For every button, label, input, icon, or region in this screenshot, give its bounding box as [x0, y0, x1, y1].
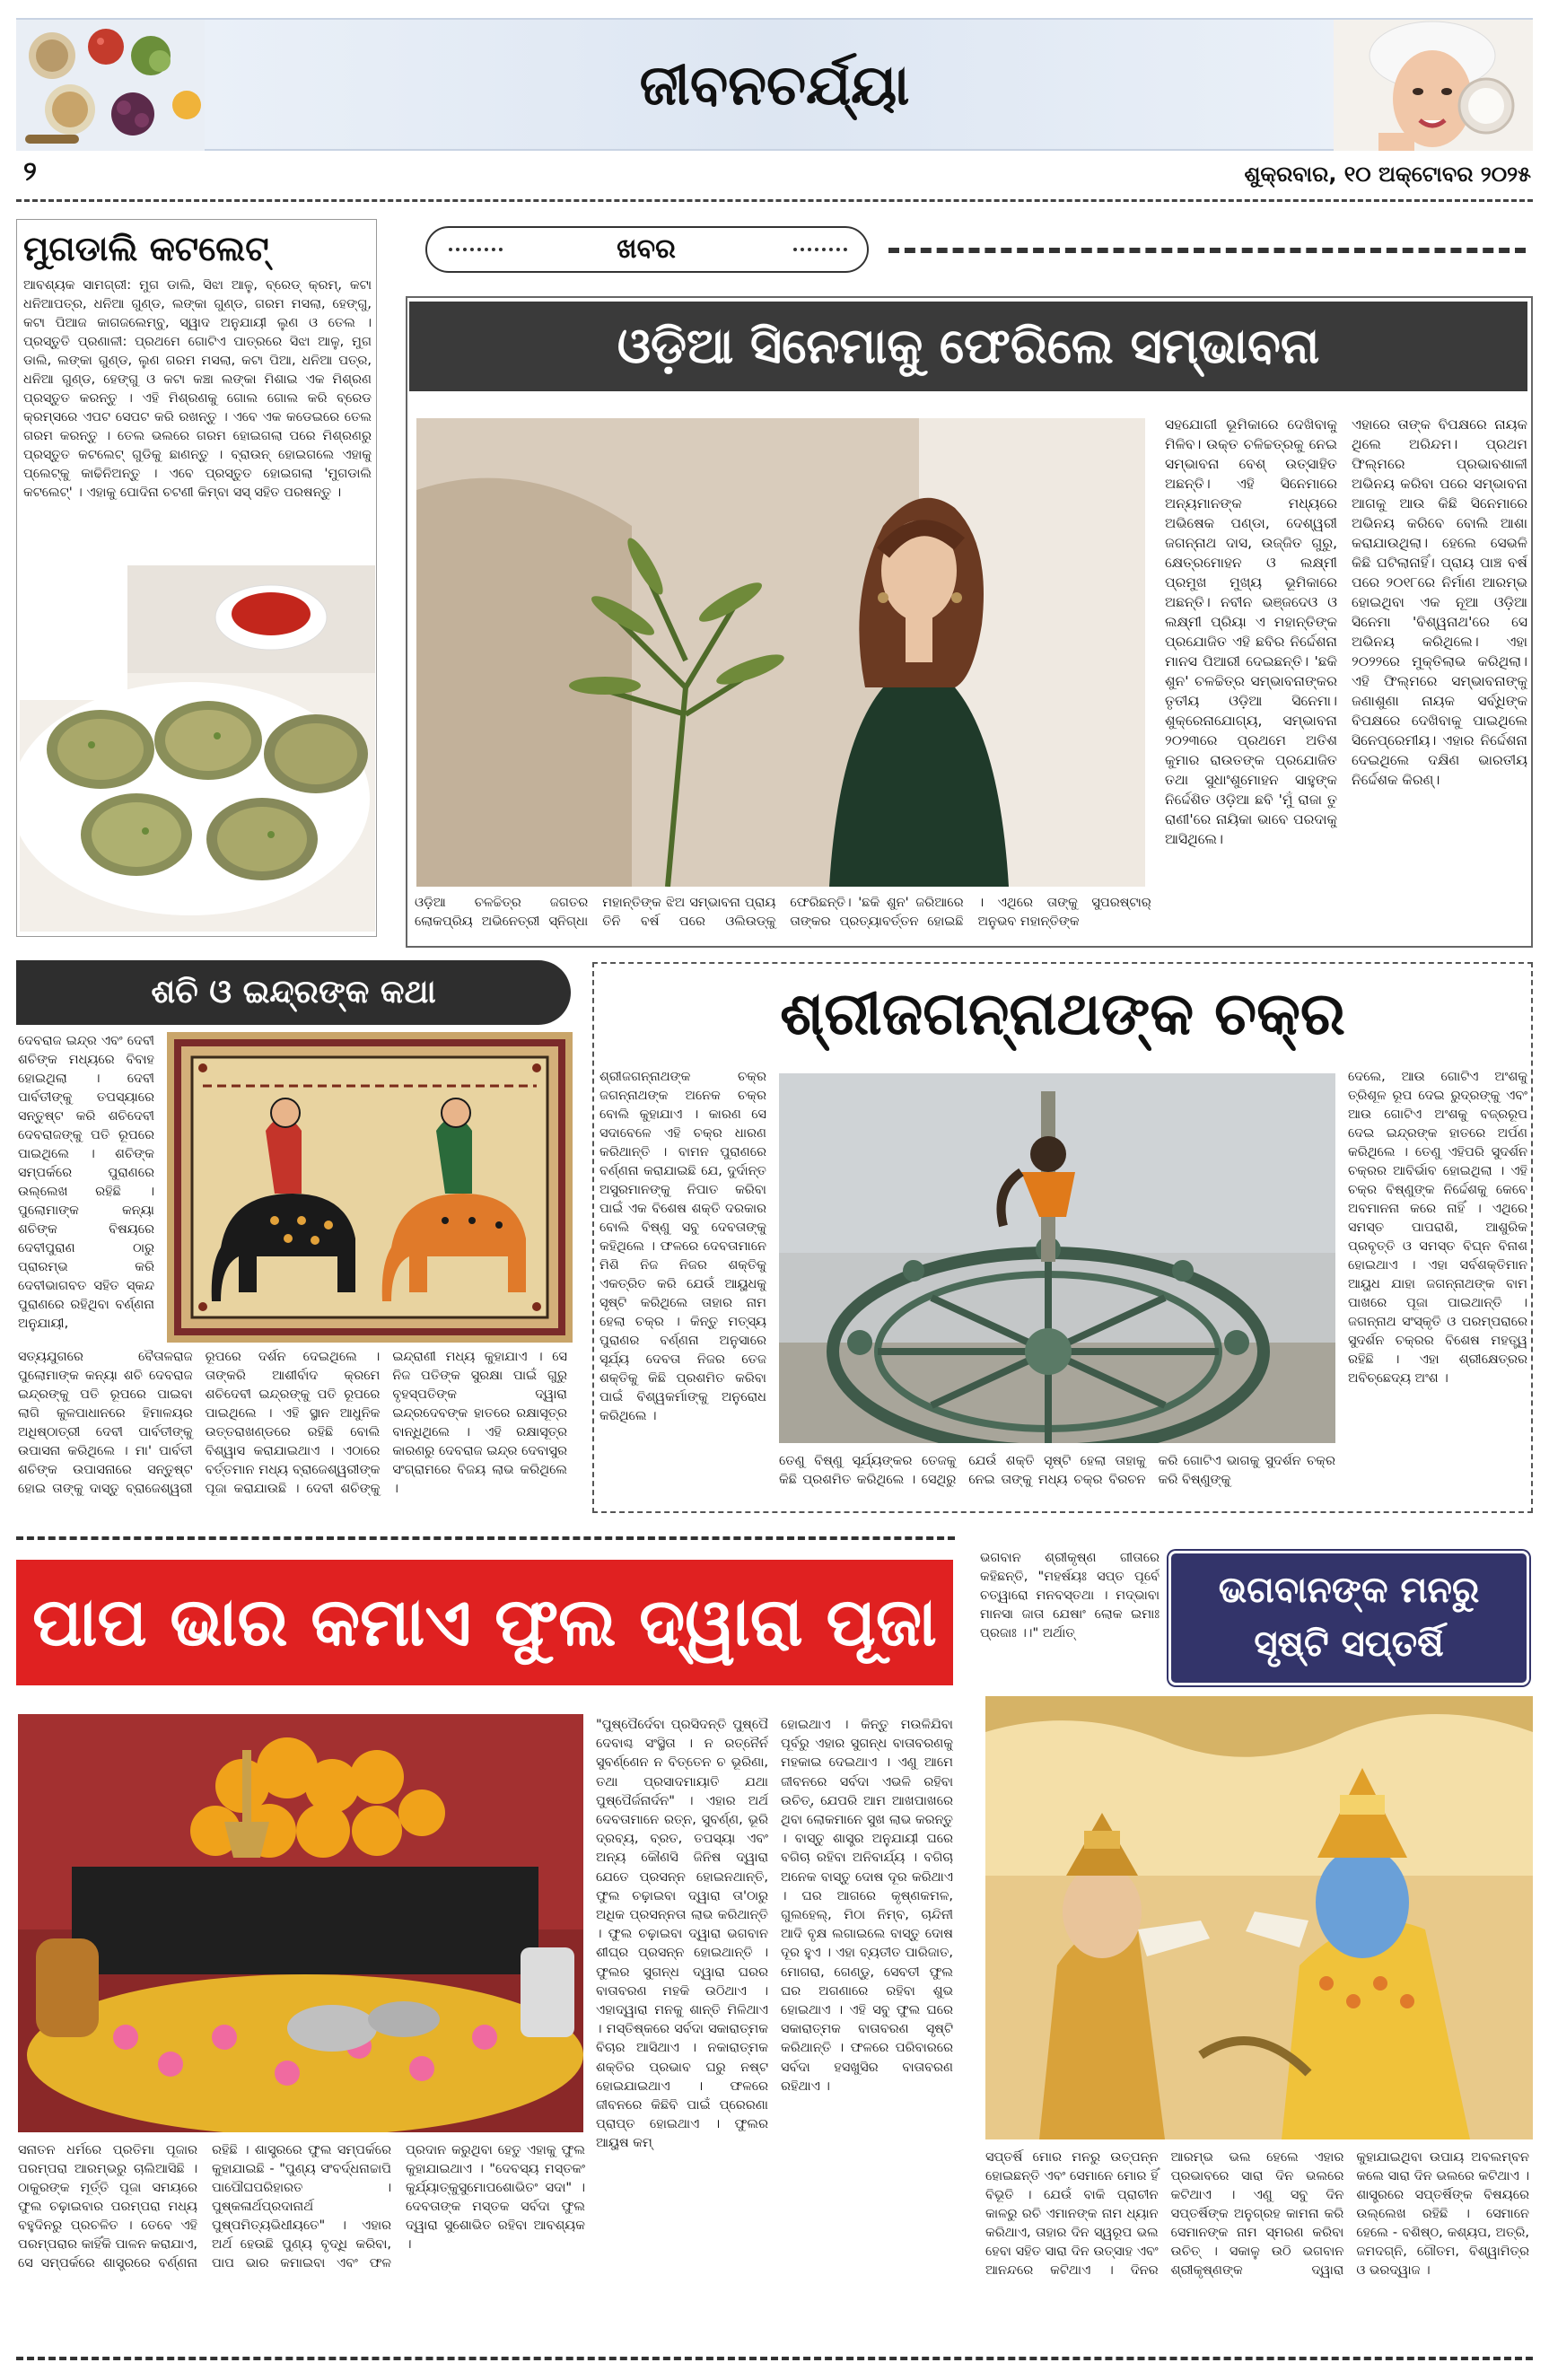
shachi-title: ଶଚି ଓ ଇନ୍ଦ୍ରଙ୍କ କଥା: [151, 974, 436, 1011]
cinema-headline: ଓଡ଼ିଆ ସିନେମାକୁ ଫେରିଲେ ସମ୍ଭାବନା: [617, 318, 1320, 374]
news-label: ଖବର: [617, 233, 676, 265]
cutlet-photo: [20, 565, 375, 932]
news-label-dots-right: [793, 248, 847, 251]
issue-date: ଶୁକ୍ରବାର, ୧୦ ଅକ୍ଟୋବର ୨୦୨୫: [1244, 162, 1531, 187]
actress-photo: [416, 418, 1145, 887]
chakra-left-text: ଶ୍ରୀଜଗନ୍ନାଥଙ୍କ ଚକ୍ର ଜଗନ୍ନାଥଙ୍କ ଅନେକ ଚକ୍ର ବୋଲି କୁହାଯାଏ । କାରଣ ସେ ସଦାବେଳେ ଏହି ଚକ୍ର ଧାରଣ କରିଥାନ୍ତି । ବାମନ ପୁରାଣରେ ବର୍ଣ୍ଣନା କରାଯାଇଛି ଯେ, ଦୁର୍ଦାନ୍ତ ଅସୁରମାନଙ୍କୁ ନିପାତ କରିବା ପାଇଁ ଏକ ବିଶେଷ ଶକ୍ତି ଦରକାର ବୋଲି ବିଷ୍ଣୁ ସବୁ ଦେବତାଙ୍କୁ କହିଥିଲେ । ଫଳରେ ଦେବତାମାନେ ମିଶି ନିଜ ନିଜର ଶକ୍ତିକୁ ଏକତ୍ରିତ କରି ଯେଉଁ ଆୟୁଧକୁ ସୃଷ୍ଟି କରିଥିଲେ ତାହାର ନାମ ହେଲା ଚକ୍ର । କିନ୍ତୁ ମତ୍ସ୍ୟ ପୁରାଣର ବର୍ଣ୍ଣନା ଅନୁସାରେ ସୂର୍ଯ୍ୟ ଦେବତା ନିଜର ତେଜ ଶକ୍ତିକୁ କିଛି ପ୍ରଶମିତ କରିବା ପାଇଁ ବିଶ୍ୱକର୍ମାଙ୍କୁ ଅନୁରୋଧ କରିଥିଲେ ।: [599, 1070, 766, 1423]
news-label-rule: [888, 248, 1526, 253]
news-label-dots-left: [449, 248, 503, 251]
cinema-col-1: ସହଯୋଗୀ ଭୂମିକାରେ ଦେଖିବାକୁ ମିଳିବ। ଉକ୍ତ ଚଳିଚ୍ଚତ୍ରକୁ ନେଇ ସମ୍ଭାବନା ବେଶ୍ ଉତ୍ସାହିତ ଅଛନ୍ତି। ଏହି ସିନେମାରେ ଅନ୍ୟମାନଙ୍କ ମଧ୍ୟରେ ଅଭିଷେକ ପଣ୍ଡା, ଦେଶ୍ୱରୀ ଜଗନ୍ନାଥ ଦାସ, ଉଜ୍ଜିତ ଗୁରୁ, କ୍ଷେତ୍ରମୋହନ ଓ ଲକ୍ଷ୍ମୀ ପ୍ରମୁଖ ମୁଖ୍ୟ ଭୂମିକାରେ ଅଛନ୍ତି। ନବୀନ ଭଞ୍ଜଦେଓ ଓ ଲକ୍ଷ୍ମୀ ପ୍ରିୟା ଏ ମହାନ୍ତିଙ୍କ ପ୍ରଯୋଜିତ ଏହି ଛବିର ନିର୍ଦ୍ଦେଶନା ମାନସ ପିଆରୀ ଦେଇଛନ୍ତି। 'ଛକି ଶୁନ' ଚଳଚ୍ଚିତ୍ର ସମ୍ଭାବନାଙ୍କର ତୃତୀୟ ଓଡ଼ିଆ ସିନେମା। ଶୁକ୍ରେନାଯୋଗ୍ୟ, ସମ୍ଭାବନା ୨୦୨୩ରେ ପ୍ରଥମେ ଅତିଶ କୁମାର ରାଉତଙ୍କ ପ୍ରଯୋଜିତ ତଥା ସୁଧାଂଶୁମୋହନ ସାହୁଙ୍କ ନିର୍ଦ୍ଦେଶିତ ଓଡ଼ିଆ ଛବି 'ମୁଁ ରାଜା ତୁ ରାଣୀ'ରେ ନାୟିକା ଭାବେ ପରଦାକୁ ଆସିଥିଲେ।: [1165, 416, 1337, 847]
shachi-painting: [167, 1032, 573, 1343]
gita-top-text: ଭଗବାନ ଶ୍ରୀକୃଷ୍ଣ ଗୀତାରେ କହିଛନ୍ତି, "ମହର୍ଷୟଃ ସପ୍ତ ପୂର୍ବେ ଚତ୍ୱାରୋ ମନବସ୍ତଥା । ମଦ୍‌ଭାବା ମାନସା ଜାତା ଯେଷାଂ ଲୋକ ଇମାଃ ପ୍ରଜାଃ ।।" ଅର୍ଥାତ୍: [980, 1551, 1160, 1641]
chakra-photo: [779, 1073, 1335, 1443]
cinema-col-2: ଏହାରେ ତାଙ୍କ ବିପକ୍ଷରେ ନାୟକ ଥିଲେ ଅରିନ୍ଦମ। ପ୍ରଥମ ଫିଲ୍ମରେ ପ୍ରଭାବଶାଳୀ ଅଭିନୟ କରିବା ପରେ ସମ୍ଭାବନା ଆଗକୁ ଆଉ କିଛି ସିନେମାରେ ଅଭିନୟ କରିବେ ବୋଲି ଆଶା କରାଯାଉଥିଲା। ହେଲେ ସେଭଳି କିଛି ଘଟିଲାନାହିଁ। ପ୍ରାୟ ପାଞ୍ଚ ବର୍ଷ ପରେ ୨୦୧୮ରେ ନିର୍ମାଣ ଆରମ୍ଭ ହୋଇଥିବା ଏକ ନୂଆ ଓଡ଼ିଆ ସିନେମା 'ବିଶ୍ୱନାଥ'ରେ ସେ ଅଭିନୟ କରିଥିଲେ। ଏହା ୨୦୨୨ରେ ମୁକ୍ତିଲାଭ କରିଥିଲା। ଏହି ଫିଲ୍ମରେ ସମ୍ଭାବନାଙ୍କୁ ଜଣାଶୁଣା ନାୟକ ସର୍ବ୍ଧିଙ୍କ ବିପକ୍ଷରେ ଦେଖିବାକୁ ପାଇଥିଲେ ସିନେପ୍ରେମୀୟ। ଏହାର ନିର୍ଦ୍ଦେଶନା ଦେଇଥିଲେ ଦକ୍ଷିଣ ଭାରତୀୟ ନିର୍ଦ୍ଦେଶକ କିରଣ୍।: [1352, 416, 1527, 788]
flower-rule: [16, 1536, 955, 1540]
skincare-illustration: [1334, 20, 1533, 151]
footer-rule: [16, 2357, 1533, 2360]
page-number: ୨: [23, 156, 37, 188]
flower-col-right-2: ହୋଇଥାଏ । କିନ୍ତୁ ମଉଳିଯିବା ପୂର୍ବରୁ ଏହାର ସୁଗନ୍ଧ ବାତାବରଣକୁ ମହକାଇ ଦେଇଥାଏ । ଏଣୁ ଆମେ ଜୀବନରେ ସର୍ବଦା ଏଭଳି ରହିବା ଉଚିତ୍, ଯେପରି ଆମ ଆଖପାଖରେ ଥିବା ଲୋକମାନେ ସୁଖ ଲାଭ କରନ୍ତୁ । ବାସ୍ତୁ ଶାସ୍ତ୍ର ଅନୁଯାୟୀ ଘରେ ବଗିଚା ରହିବା ଅନିବାର୍ଯ୍ୟ । ବଗିଚା ଅନେକ ବାସ୍ତୁ ଦୋଷ ଦୂର କରିଥାଏ । ଘର ଆଗରେ କୃଷ୍ଣକମଳ, ଗୁଲହେଲ୍, ମିଠା ନିମ୍ବ, ଚାନ୍ଦିନୀ ଆଦି ବୃକ୍ଷ ଲଗାଇଲେ ବାସ୍ତୁ ଦୋଷ ଦୂର ହୁଏ । ଏହା ବ୍ୟତୀତ ପାରିଜାତ, ମୋଗରା, ଗେଣ୍ଡୁ, ସେବତୀ ଫୁଲ ଘର ଅଗଣାରେ ରହିବା ଶୁଭ ହୋଇଥାଏ । ଏହି ସବୁ ଫୁଲ ଘରେ ସକାରାତ୍ମକ ବାତାବରଣ ସୃଷ୍ଟି କରିଥାନ୍ତି । ଫଳରେ ପରିବାରରେ ସର୍ବଦା ହସଖୁସିର ବାତାବରଣ ରହିଥାଏ ।: [781, 1718, 953, 2094]
flower-photo: [18, 1714, 583, 2132]
recipe-body: ଆବଶ୍ୟକ ସାମଗ୍ରୀ: ମୁଗ ଡାଲି, ସିଝା ଆଳୁ, ବ୍ରେଡ୍ କ୍ରମ୍, କଟା ଧନିଆପତ୍ର, ଧନିଆ ଗୁଣ୍ଡ, ଲଙ୍କା ଗୁଣ୍ଡ, ଗରମ ମସଲା, ହେଙ୍ଗୁ, କଟା ପିଆଜ କାଗଜଲେମ୍ବୁ, ସ୍ୱାଦ ଅନୁଯାୟୀ ଲୁଣ ଓ ତେଲ । ପ୍ରସ୍ତୁତି ପ୍ରଣାଳୀ: ପ୍ରଥମେ ଗୋଟିଏ ପାତ୍ରରେ ସିଝା ଆଳୁ, ମୁଗ ଡାଲି, ଲଙ୍କା ଗୁଣ୍ଡ, ଲୁଣ ଗରମ ମସଲା, କଟା ପିଆ, ଧନିଆ ପତ୍ର, ଧନିଆ ଗୁଣ୍ଡ, ହେଙ୍ଗୁ ଓ କଟା କଞ୍ଚା ଲଙ୍କା ମିଶାଇ ଏକ ମିଶ୍ରଣ ପ୍ରସ୍ତୁତ କରନ୍ତୁ । ଏହି ମିଶ୍ରଣକୁ ଗୋଲ ଗୋଲ କରି ବ୍ରେଡ କ୍ରମ୍ସରେ ଏପଟ ସେପଟ କରି ରଖନ୍ତୁ । ଏବେ ଏକ କଡେଇରେ ତେଲ ଗରମ କରନ୍ତୁ । ତେଲ ଭଲରେ ଗରମ ହୋଇଗଲା ପରେ ମିଶ୍ରଣରୁ ପ୍ରସ୍ତୁତ କଟଲେଟ୍ ଗୁଡିକୁ ଛାଣନ୍ତୁ । ବ୍ରାଉନ୍ ହୋଇଗଲେ ଏହାକୁ ପ୍ଲେଟ୍‌କୁ କାଢିନିଅନ୍ତୁ । ଏବେ ପ୍ରସ୍ତୁତ ହୋଇଗଲା 'ମୁଗଡାଲି କଟଲେଟ୍' । ଏହାକୁ ପୋଦିନା ଚଟଣୀ କିମ୍ବା ସସ୍ ସହିତ ପରଷନ୍ତୁ ।: [23, 278, 372, 500]
masthead-rule: [16, 199, 1533, 202]
flower-headline: ପାପ ଭାର କମାଏ ଫୁଲ ଦ୍ୱାରା ପୂଜା: [32, 1584, 937, 1661]
recipe-title: ମୁଗଡାଲି କଟଲେଟ୍: [23, 223, 373, 275]
chakra-title: ଶ୍ରୀଜଗନ୍ନାଥଙ୍କ ଚକ୍ର: [780, 979, 1345, 1048]
gita-bottom-text: ସପ୍ତର୍ଷି ମୋର ମନରୁ ଉତ୍ପନ୍ନ ହୋଇଛନ୍ତି ଏବଂ ସେମାନେ ମୋର ହିଁ ବିଭୂତି । ଯେଉଁ ବାକି ପ୍ରାଚୀନ କାଳରୁ ରଚି ଏମାନଙ୍କ ନାମ ଧ୍ୟାନ କରିଥାଏ, ତାହାର ଦିନ ସ୍ୱରୂପ ଭଲ ହେବା ସହିତ ସାରା ଦିନ ଉତ୍ସାହ ଏବଂ ଆନନ୍ଦରେ କଟିଥାଏ । ଦିନର ଆରମ୍ଭ ଭଲ ହେଲେ ଏହାର ପ୍ରଭାବରେ ସାରା ଦିନ ଭଲରେ କଟିଥାଏ । ଏଣୁ ସବୁ ଦିନ ସପ୍ତର୍ଷିଙ୍କ ଅନୁଗ୍ରହ କାମନା କରି ସେମାନଙ୍କ ନାମ ସ୍ମରଣ କରିବା ଉଚିତ୍ । ସକାଳୁ ଉଠି ଭଗବାନ ଶ୍ରୀକୃଷ୍ଣଙ୍କ ଦ୍ୱାରା କୁହାଯାଇଥିବା ଉପାୟ ଅବଲମ୍ବନ କଲେ ସାରା ଦିନ ଭଲରେ କଟିଥାଏ । ଶାସ୍ତ୍ରରେ ସପ୍ତର୍ଷିଙ୍କ ବିଷୟରେ ଉଲ୍ଲେଖ ରହିଛି । ସେମାନେ ହେଲେ - ବଶିଷ୍ଠ, କଶ୍ୟପ, ଅତ୍ରି, ଜମଦଗ୍ନି, ଗୌତମ, ବିଶ୍ୱାମିତ୍ର ଓ ଭରଦ୍ୱାଜ ।: [985, 2150, 1529, 2278]
gita-painting: [985, 1696, 1533, 2139]
food-illustration: [16, 20, 205, 151]
cinema-caption: ଓଡ଼ିଆ ଚଳଚ୍ଚିତ୍ର ଜଗତର ଲୋକପ୍ରିୟ ଅଭିନେତ୍ରୀ ସ୍ନିଗ୍ଧା ମହାନ୍ତିଙ୍କ ଝିଅ ସମ୍ଭାବନା ପ୍ରାୟ ତିନି ବର୍ଷ ପରେ ଓଲିଉଡ୍‌କୁ ଫେରିଛନ୍ତି। 'ଛକି ଶୁନ' ଜରିଆରେ ତାଙ୍କର ପ୍ରତ୍ୟାବର୍ତ୍ତନ ହୋଇଛି । ଏଥିରେ ତାଙ୍କୁ ସୁପରଷ୍ଟାର୍ ଅନୁଭବ ମହାନ୍ତିଙ୍କ: [415, 896, 1151, 929]
flower-col-right-1: "ପୁଷ୍ପୈର୍ଦେବା ପ୍ରସିଦନ୍ତି ପୁଷ୍ପୈ ଦେବାଶ୍ଚ ସଂସ୍ଥିତା । ନ ରତ୍ନୈର୍ନ ସୁବର୍ଣ୍ଣେନ ନ ବିତ୍ତେନ ଚ ଭୂରିଣା, ତଥା ପ୍ରସାଦମାୟାତି ଯଥା ପୁଷ୍ପୈର୍ଜନାର୍ଦନ" । ଏହାର ଅର୍ଥ ଦେବତାମାନେ ରତ୍ନ, ସୁବର୍ଣ୍ଣ, ଭୂରି ଦ୍ରବ୍ୟ, ବ୍ରତ, ତପସ୍ୟା ଏବଂ ଅନ୍ୟ କୌଣସି ଜିନିଷ ଦ୍ୱାରା ଯେତେ ପ୍ରସନ୍ନ ହୋଇନଥାନ୍ତି, ଫୁଲ ଚଢ଼ାଇବା ଦ୍ୱାରା ତା'ଠାରୁ ଅଧିକ ପ୍ରସନ୍ନତା ଲାଭ କରିଥାନ୍ତି । ଫୁଲ ଚଢ଼ାଇବା ଦ୍ୱାରା ଭଗବାନ ଶୀଘ୍ର ପ୍ରସନ୍ନ ହୋଇଥାନ୍ତି । ଫୁଲର ସୁଗନ୍ଧ ଦ୍ୱାରା ଘରର ବାତାବରଣ ମହକି ଉଠିଥାଏ । ଏହାଦ୍ୱାରା ମନକୁ ଶାନ୍ତି ମିଳିଥାଏ । ମସ୍ତିଷ୍କରେ ସର୍ବଦା ସକାରାତ୍ମକ ବିଚାର ଆସିଥାଏ । ନକାରାତ୍ମକ ଶକ୍ତିର ପ୍ରଭାବ ଘରୁ ନଷ୍ଟ ହୋଇଯାଇଥାଏ । ଫଳରେ ଜୀବନରେ କିଛିବି ପାଇଁ ପ୍ରେରଣା ପ୍ରାପ୍ତ ହୋଇଥାଏ । ଫୁଲର ଆୟୁଷ କମ୍: [596, 1718, 768, 2151]
flower-bottom-text: ସନାତନ ଧର୍ମରେ ପ୍ରତିମା ପୂଜାର ପରମ୍ପରା ଆରମ୍ଭରୁ ଚାଲିଆସିଛି । ଠାକୁରଙ୍କ ମୂର୍ତ୍ତି ପୂଜା ସମୟରେ ଫୁଲ ଚଢ଼ାଇବାର ପରମ୍ପରା ମଧ୍ୟ ବହୁଦିନରୁ ପ୍ରଚଳିତ । ତେବେ ଏହି ପରମ୍ପରାର କାହିଁକି ପାଳନ କରାଯାଏ, ସେ ସମ୍ପର୍କରେ ଶାସ୍ତ୍ରରେ ବର୍ଣ୍ଣନା ରହିଛି । ଶାସ୍ତ୍ରରେ ଫୁଲ ସମ୍ପର୍କରେ କୁହାଯାଇଛି - "ପୁଣ୍ୟ ସଂବର୍ଦ୍ଧନାଚ୍ଚାପି ପାପୌଘପରିହାରତ । ପୁଷ୍କଳାର୍ଥପ୍ରଦାନାର୍ଥ ପୁଷ୍ପମିତ୍ୟଭିଧୀୟତେ" । ଏହାର ଅର୍ଥ ହେଉଛି ପୁଣ୍ୟ ବୃଦ୍ଧି କରିବା, ପାପ ଭାର କମାଇବା ଏବଂ ଫଳ ପ୍ରଦାନ କରୁଥିବା ହେତୁ ଏହାକୁ ଫୁଲ କୁହାଯାଇଥାଏ । "ଦେବସ୍ୟ ମସ୍ତକଂ କୁର୍ଯ୍ୟାତ୍‌କୁସୁମୋପଶୋଭିତଂ ସଦା" । ଦେବତାଙ୍କ ମସ୍ତକ ସର୍ବଦା ଫୁଲ ଦ୍ୱାରା ସୁଶୋଭିତ ରହିବା ଆବଶ୍ୟକ ।: [18, 2143, 585, 2271]
gita-title: ଭଗବାନଙ୍କ ମନରୁ ସୃଷ୍ଟି ସପ୍ତର୍ଷି: [1218, 1570, 1480, 1665]
chakra-right-text: ଦେଲେ, ଆଉ ଗୋଟିଏ ଅଂଶକୁ ତ୍ରିଶୂଳ ରୂପ ଦେଇ ରୁଦ୍ରଙ୍କୁ ଏବଂ ଆଉ ଗୋଟିଏ ଅଂଶକୁ ବଜ୍ରରୂପ ଦେଇ ଇନ୍ଦ୍ରଙ୍କ ହାତରେ ଅର୍ପଣ କରିଥିଲେ । ତେଣୁ ଏହିପରି ସୁଦର୍ଶନ ଚକ୍ରର ଆବିର୍ଭାବ ହୋଇଥିଲା । ଏହି ଚକ୍ର ବିଷ୍ଣୁଙ୍କ ନିର୍ଦ୍ଦେଶକୁ କେବେ ଅବମାନନା କରେ ନାହିଁ । ଏଥିରେ ସମସ୍ତ ପାପରାଶି, ଆଶୁରିକ ପ୍ରବୃତ୍ତି ଓ ସମସ୍ତ ବିଘ୍ନ ବିନାଶ ହୋଇଥାଏ । ଏହା ସର୍ବଶକ୍ତିମାନ ଆୟୁଧ ଯାହା ଜଗନ୍ନାଥଙ୍କ ବାମ ପାଖରେ ପୂଜା ପାଇଥାନ୍ତି । ଜଗନ୍ନାଥ ସଂସ୍କୃତି ଓ ପରମ୍ପରାରେ ସୁଦର୍ଶନ ଚକ୍ରର ବିଶେଷ ମହତ୍ତ୍ୱ ରହିଛି । ଏହା ଶ୍ରୀକ୍ଷେତ୍ରର ଅବିଚ୍ଛେଦ୍ୟ ଅଂଶ ।: [1348, 1070, 1527, 1386]
shachi-top-text: ଦେବରାଜ ଇନ୍ଦ୍ର ଏବଂ ଦେବୀ ଶଚିଙ୍କ ମଧ୍ୟରେ ବିବାହ ହୋଇଥିଲା । ଦେବୀ ପାର୍ବତୀଙ୍କୁ ତପସ୍ୟାରେ ସନ୍ତୁଷ୍ଟ କରି ଶଚିଦେବୀ ଦେବରାଜଙ୍କୁ ପତି ରୂପରେ ପାଇଥିଲେ । ଶଚିଙ୍କ ସମ୍ପର୍କରେ ପୁରାଣରେ ଉଲ୍ଲେଖ ରହିଛି । ପୁଲୋମାଙ୍କ କନ୍ୟା ଶଚିଙ୍କ ବିଷୟରେ ଦେବୀପୁରାଣ ଠାରୁ ପ୍ରାରମ୍ଭ କରି ଦେବୀଭାଗବତ ସହିତ ସ୍କନ୍ଦ ପୁରାଣରେ ରହିଥିବା ବର୍ଣ୍ଣନା ଅନୁଯାୟୀ,: [18, 1034, 154, 1331]
chakra-caption: ତେଣୁ ବିଷ୍ଣୁ ସୂର୍ଯ୍ୟଙ୍କର ତେଜକୁ କିଛି ପ୍ରଶମିତ କରିଥିଲେ । ସେଥିରୁ ଯେଉଁ ଶକ୍ତି ସୃଷ୍ଟି ହେଲା ତାହାକୁ ନେଇ ତାଙ୍କୁ ମଧ୍ୟ ଚକ୍ର ବିରଚନ କରି ଗୋଟିଏ ଭାଗକୁ ସୁଦର୍ଶନ ଚକ୍ର କରି ବିଷ୍ଣୁଙ୍କୁ: [779, 1454, 1335, 1487]
masthead-title: ଜୀବନଚର୍ଯ୍ୟା: [639, 52, 910, 118]
shachi-bottom-text: ସତ୍ୟଯୁଗରେ ବୈତାଳରାଜ ପୁଲୋମାଙ୍କ କନ୍ୟା ଶଚି ଦେବରାଜ ଇନ୍ଦ୍ରଙ୍କୁ ପତି ରୂପରେ ପାଇବା ଲାଗି କୁଳପାଧାନରେ ହିମାଳୟର ଅଧିଷ୍ଠାତ୍ରୀ ଦେବୀ ପାର୍ବତୀଙ୍କୁ ଉପାସନା କରିଥିଲେ । ମା' ପାର୍ବତୀ ଶଚିଙ୍କ ଉପାସନାରେ ସନ୍ତୁଷ୍ଟ ହୋଇ ତାଙ୍କୁ ଦାସ୍ତୁ ବ୍ରାଜେଶ୍ୱରୀ ରୂପରେ ଦର୍ଶନ ଦେଇଥିଲେ । ତାଙ୍କରି ଆଶୀର୍ବାଦ କ୍ରମେ ଶଚିଦେବୀ ଇନ୍ଦ୍ରଙ୍କୁ ପତି ରୂପରେ ପାଇଥିଲେ । ଏହି ସ୍ଥାନ ଆଧୁନିକ ଉତ୍ତରାଖଣ୍ଡରେ ରହିଛି ବୋଲି ବିଶ୍ୱାସ କରାଯାଇଥାଏ । ଏଠାରେ ବର୍ତ୍ତମାନ ମଧ୍ୟ ବ୍ରାଜେଶ୍ୱରୀଙ୍କ ପୂଜା କରାଯାଉଛି । ଦେବୀ ଶଚିଙ୍କୁ ଇନ୍ଦ୍ରାଣୀ ମଧ୍ୟ କୁହାଯାଏ । ସେ ନିଜ ପତିଙ୍କ ସୁରକ୍ଷା ପାଇଁ ଗୁରୁ ବୃହସ୍ପତିଙ୍କ ଦ୍ୱାରା ଇନ୍ଦ୍ରଦେବଙ୍କ ହାତରେ ରକ୍ଷାସୂତ୍ର ବାନ୍ଧିଥିଲେ । ଏହି ରକ୍ଷାସୂତ୍ର କାରଣରୁ ଦେବରାଜ ଇନ୍ଦ୍ର ଦେବାସୁର ସଂଗ୍ରାମରେ ବିଜୟ ଲାଭ କରିଥିଲେ ।: [18, 1350, 567, 1496]
